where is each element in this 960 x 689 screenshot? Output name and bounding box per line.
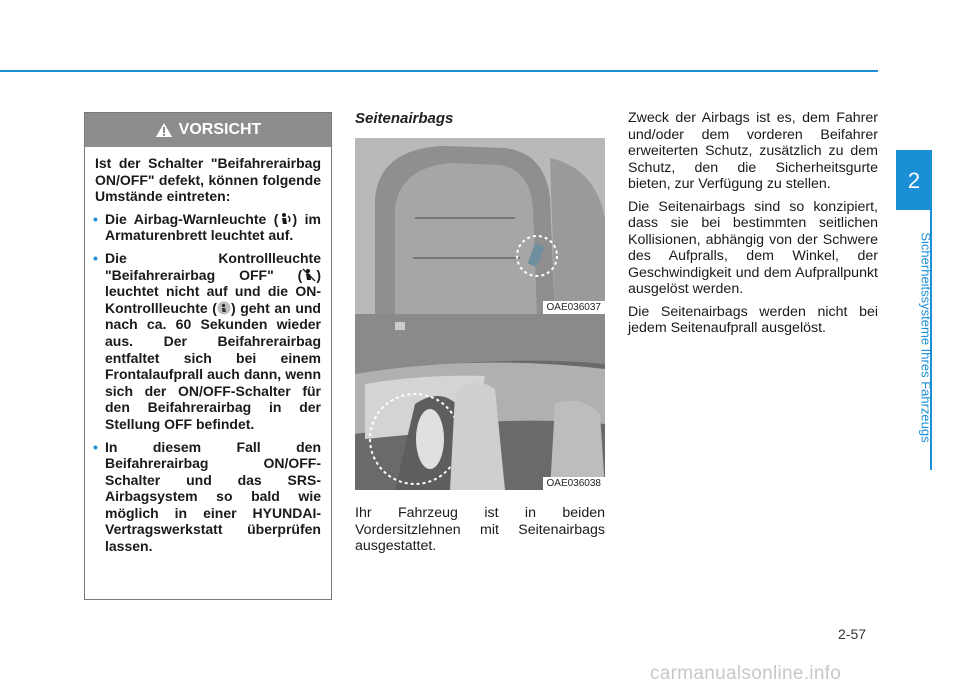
figure-code: OAE036037 <box>543 301 606 314</box>
cabin-illustration <box>355 314 605 490</box>
caution-box <box>84 112 332 600</box>
caution-intro: Ist der Schalter "Beifahrerairbag ON/OFF" defekt, können folgende Umstände eintreten: <box>95 155 321 205</box>
caution-item-text: ) leuchtet nicht auf und die ON-Kontrollleuchte ( <box>105 266 321 316</box>
right-column <box>628 110 878 343</box>
caution-item-text: In diesem Fall den Beifahrerairbag ON/OFF-Schalter und das SRS-Airbagsystem so bald wie möglich in einer HYUNDAI-Vertragswerkstatt überprüfen lassen. <box>105 438 321 555</box>
caution-title: VORSICHT <box>178 121 262 138</box>
caution-item-text: ) geht an und nach ca. 60 Sekunden wieder aus. Der Beifahrerairbag entfaltet sich bei einem Frontalaufprall auch dann, wenn sich der ON/OFF-Schalter für den Beifahrerairbag in der Stellung OFF befindet. <box>105 299 321 432</box>
header-rule <box>0 70 878 72</box>
body-paragraph: Ihr Fahrzeug ist in beiden Vordersitzlehnen mit Seitenairbags ausgestattet. <box>355 505 605 554</box>
section-label-wrap <box>914 210 934 470</box>
airbag-warning-icon <box>278 212 292 226</box>
caution-item <box>95 211 321 244</box>
caution-header <box>85 113 331 147</box>
chapter-side-rail <box>896 210 932 470</box>
caution-item-text: ) im Armaturenbrett leuchtet auf. <box>105 210 322 244</box>
caution-list <box>95 211 321 555</box>
body-paragraph: Die Seitenairbags sind so konzipiert, dass sie bei bestimmten seitlichen Kollisionen, abhängig von der Schwere des Aufpralls, dem Winkel, der Geschwindigkeit und dem Aufprallpunkt ausgelöst werden. <box>628 198 878 297</box>
caution-item-text: Die Airbag-Warnleuchte ( <box>105 210 279 227</box>
passenger-airbag-on-icon <box>217 301 231 315</box>
page-number: 2-57 <box>838 626 867 642</box>
figure-code: OAE036038 <box>543 477 606 490</box>
warning-triangle-icon <box>155 122 173 138</box>
section-title: Seitenairbags <box>355 110 454 127</box>
seat-illustration <box>355 138 605 314</box>
body-paragraph: Zweck der Airbags ist es, dem Fahrer und/oder dem vorderen Beifahrer erweiterten Schutz, zusätzlich zu dem Schutz, den die Sicherheitsgurte bieten, zur Verfügung zu stellen. <box>628 110 878 192</box>
caution-body <box>85 147 331 555</box>
watermark: carmanualsonline.info <box>650 663 842 684</box>
section-label: Sicherheitssysteme Ihres Fahrzeugs <box>918 232 934 443</box>
caution-item <box>95 439 321 555</box>
chapter-tab: 2 <box>896 150 932 210</box>
body-paragraph: Die Seitenairbags werden nicht bei jedem Seitenaufprall ausgelöst. <box>628 303 878 336</box>
seat-airbag-figure <box>355 138 605 314</box>
side-airbag-deploy-figure <box>355 314 605 490</box>
passenger-airbag-off-icon <box>302 268 316 282</box>
caution-item-text: Die Kontrollleuchte "Beifahrerairbag OFF" ( <box>105 249 321 283</box>
caution-item <box>95 250 321 433</box>
